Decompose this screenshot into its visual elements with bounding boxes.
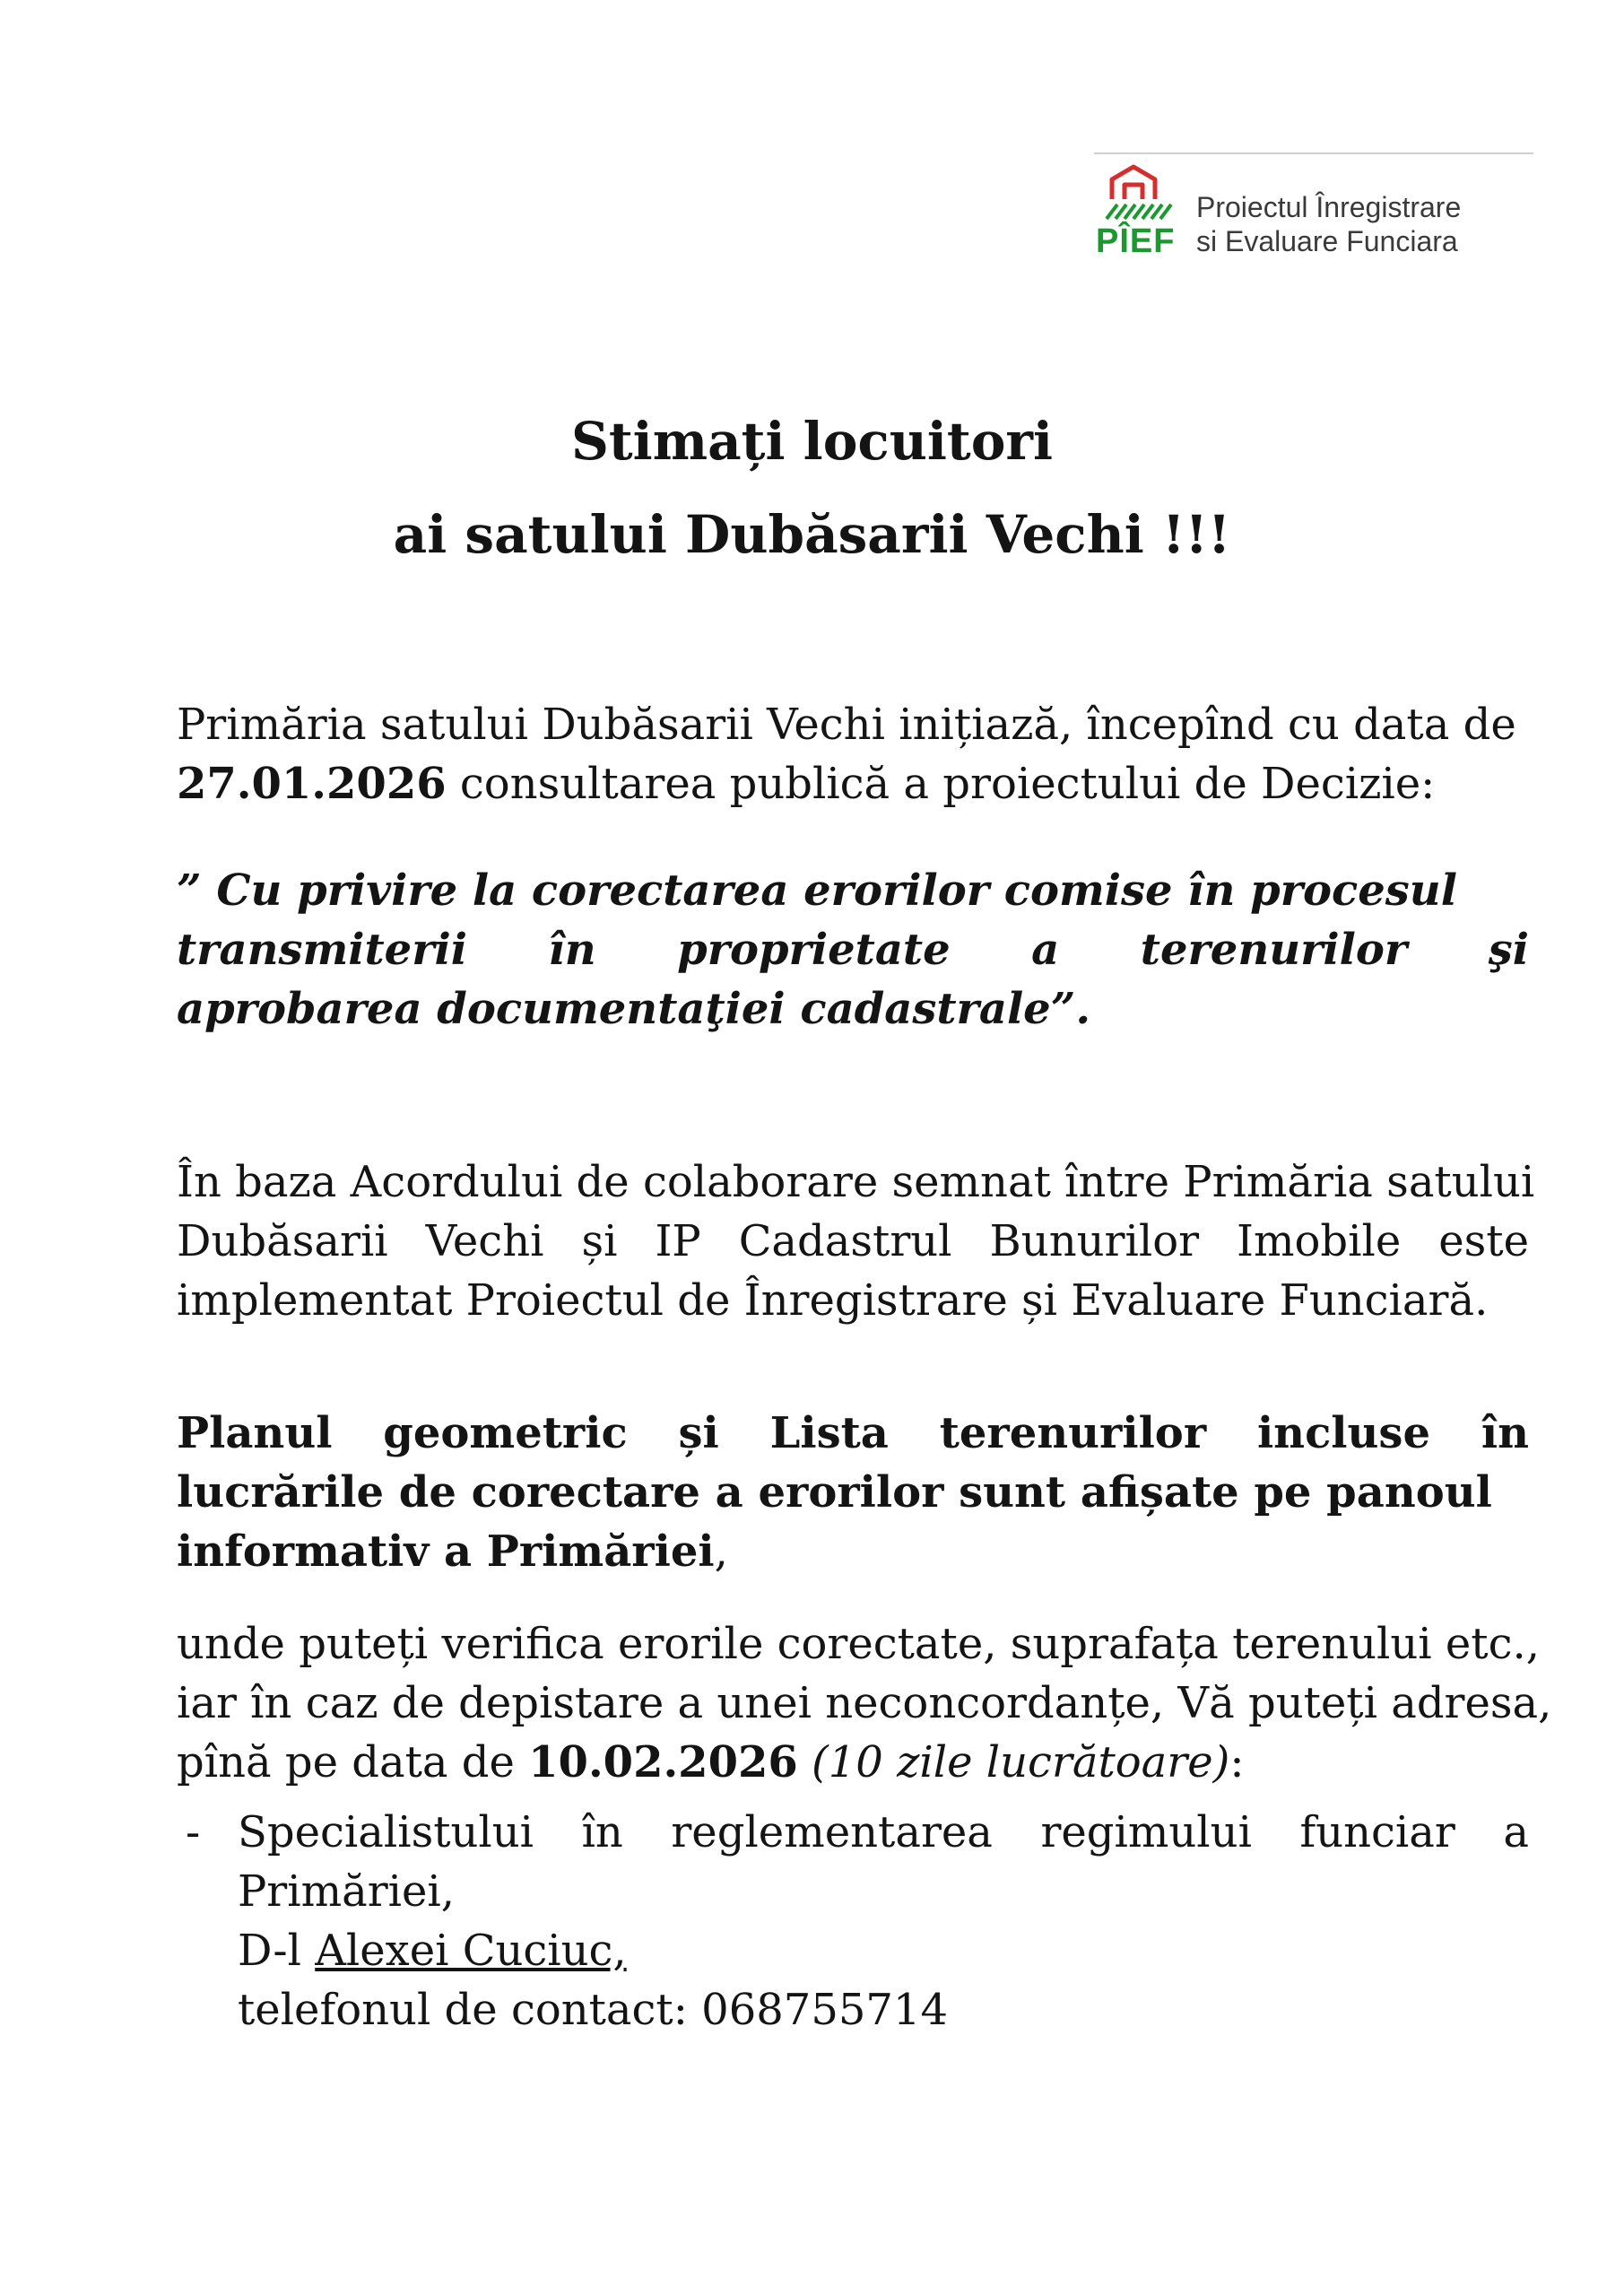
list-dash: - xyxy=(186,1807,201,1857)
decision-line-1: ” Cu privire la corectarea erorilor comise în procesul xyxy=(177,865,1457,916)
contact-word: reglementarea xyxy=(671,1807,993,1857)
intro-line-2-rest: consultarea publică a proiectului de Decizie: xyxy=(446,759,1436,809)
agreement-paragraph xyxy=(177,1152,1535,1330)
plan-word: și xyxy=(678,1408,719,1458)
contact-prefix: D-l xyxy=(238,1926,316,1976)
contact-name: Alexei Cuciuc, xyxy=(315,1926,627,1976)
agreement-word: Imobile xyxy=(1237,1216,1402,1266)
deadline-date: 10.02.2026 xyxy=(528,1737,798,1787)
logo-line-1: Proiectul Înregistrare xyxy=(1196,191,1462,223)
verify-line-3-start: pînă pe data de xyxy=(177,1737,529,1787)
decision-word: în xyxy=(548,925,596,975)
agreement-word: este xyxy=(1438,1216,1529,1266)
agreement-word: Dubăsarii xyxy=(177,1216,388,1266)
contact-line-2: Primăriei, xyxy=(238,1866,456,1917)
verify-line-3-end: : xyxy=(1229,1737,1245,1787)
agreement-word: Bunurilor xyxy=(989,1216,1200,1266)
phone-number: 068755714 xyxy=(701,1985,949,2035)
pief-logo xyxy=(1096,163,1544,264)
house-field-icon xyxy=(1096,163,1185,264)
plan-word: incluse xyxy=(1256,1408,1430,1458)
contact-line-3 xyxy=(238,1921,1529,1980)
decision-word: proprietate xyxy=(677,925,951,975)
plan-line-3-rest: , xyxy=(714,1526,728,1577)
page-title xyxy=(0,395,1624,581)
agreement-word: Vechi xyxy=(425,1216,544,1266)
contact-word: a xyxy=(1503,1807,1529,1857)
agreement-line-3: implementat Proiectul de Înregistrare și Evaluare Funciară. xyxy=(177,1275,1489,1326)
contact-word: Specialistului xyxy=(238,1807,534,1857)
contact-line-4 xyxy=(238,1980,1529,2039)
intro-line-1: Primăria satului Dubăsarii Vechi inițiază, începînd cu data de xyxy=(177,700,1516,750)
logo-acronym: PÎEF xyxy=(1096,222,1176,260)
plan-word: Lista xyxy=(769,1408,889,1458)
title-line-1: Stimați locuitori xyxy=(571,411,1053,472)
verify-line-2: iar în caz de depistare a unei neconcordanțe, Vă puteți adresa, xyxy=(177,1678,1552,1728)
plan-line-3 xyxy=(177,1522,1529,1581)
plan-word: terenurilor xyxy=(939,1408,1207,1458)
logo-divider xyxy=(1094,152,1533,154)
plan-word: geometric xyxy=(383,1408,628,1458)
decision-title xyxy=(177,861,1529,1039)
agreement-word: Cadastrul xyxy=(738,1216,952,1266)
plan-word: în xyxy=(1481,1408,1529,1458)
plan-paragraph xyxy=(177,1404,1529,1581)
decision-word: şi xyxy=(1488,925,1529,975)
deadline-note: (10 zile lucrătoare) xyxy=(812,1737,1230,1787)
verify-line-1: unde puteți verifica erorile corectate, suprafața terenului etc., xyxy=(177,1619,1540,1669)
decision-line-2 xyxy=(177,920,1529,979)
contact-word: funciar xyxy=(1299,1807,1455,1857)
agreement-line-1: În baza Acordului de colaborare semnat între Primăria satului xyxy=(177,1157,1535,1207)
decision-word: terenurilor xyxy=(1140,925,1408,975)
phone-label: telefonul de contact: xyxy=(238,1985,702,2035)
intro-line-2 xyxy=(177,754,1529,813)
plan-line-2: lucrările de corectare a erorilor sunt afișate pe panoul xyxy=(177,1467,1492,1518)
agreement-word: și xyxy=(581,1216,618,1266)
contact-word: regimului xyxy=(1040,1807,1252,1857)
verify-line-3 xyxy=(177,1733,1529,1792)
decision-line-3: aprobarea documentaţiei cadastrale”. xyxy=(177,984,1091,1034)
logo-line-2: si Evaluare Funciara xyxy=(1196,225,1458,257)
intro-paragraph xyxy=(177,695,1529,813)
plan-word: Planul xyxy=(177,1408,333,1458)
decision-word: transmiterii xyxy=(177,925,467,975)
decision-word: a xyxy=(1031,925,1060,975)
title-line-2: ai satului Dubăsarii Vechi !!! xyxy=(393,504,1231,565)
agreement-word: IP xyxy=(655,1216,701,1266)
contact-word: în xyxy=(581,1807,623,1857)
logo-title xyxy=(1196,190,1461,258)
plan-line-3-bold: informativ a Primăriei xyxy=(177,1526,715,1577)
verify-paragraph xyxy=(177,1614,1552,1792)
agreement-line-2 xyxy=(177,1212,1529,1271)
contact-line-1 xyxy=(238,1803,1529,1862)
plan-line-1 xyxy=(177,1404,1529,1463)
contact-list-item xyxy=(238,1803,1529,2039)
consultation-start-date: 27.01.2026 xyxy=(177,759,447,809)
